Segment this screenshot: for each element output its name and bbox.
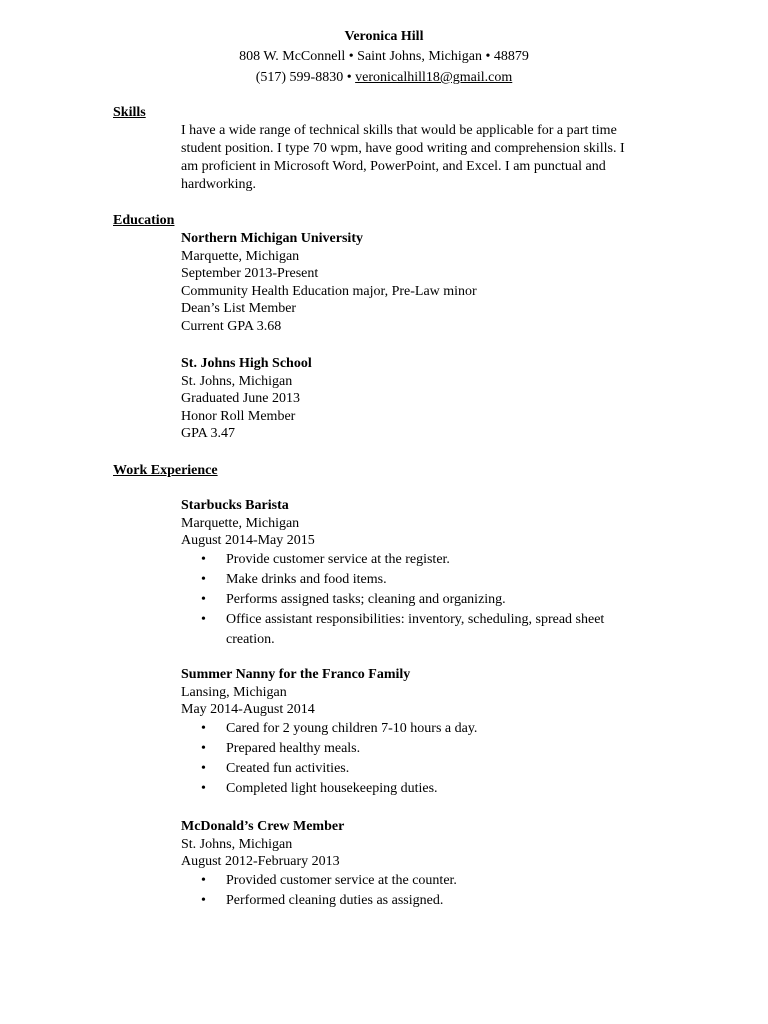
list-item <box>181 871 671 891</box>
bullet-icon: • <box>201 740 206 756</box>
skills-line: I have a wide range of technical skills that would be applicable for a part time <box>181 123 617 138</box>
duty-text: Cared for 2 young children 7-10 hours a day. <box>226 720 478 736</box>
job-duties <box>181 871 671 911</box>
duty-text: Performs assigned tasks; cleaning and organizing. <box>226 591 506 607</box>
list-item <box>181 719 671 739</box>
school-detail: Honor Roll Member <box>181 408 296 424</box>
job-location: St. Johns, Michigan <box>181 836 293 852</box>
skills-line: am proficient in Microsoft Word, PowerPoint, and Excel. I am punctual and <box>181 159 606 174</box>
bullet-icon: • <box>201 760 206 776</box>
list-item <box>181 570 671 590</box>
job-title: Summer Nanny for the Franco Family <box>181 667 411 682</box>
duty-text: creation. <box>226 631 275 647</box>
education-entry-sjhs <box>181 355 671 443</box>
contact-line <box>0 67 768 88</box>
education-entry-nmu <box>181 230 671 335</box>
resume-header <box>0 28 768 88</box>
school-detail: Graduated June 2013 <box>181 391 300 406</box>
skills-description <box>181 122 666 194</box>
school-detail: Current GPA 3.68 <box>181 318 282 334</box>
job-duties <box>181 719 671 799</box>
list-item <box>181 739 671 759</box>
school-detail: Community Health Education major, Pre-Law minor <box>181 283 477 299</box>
bullet-icon: • <box>201 551 206 567</box>
bullet-icon: • <box>201 611 206 627</box>
duty-text: Prepared healthy meals. <box>226 740 361 756</box>
section-title-work: Work Experience <box>113 463 218 478</box>
bullet-icon: • <box>201 591 206 607</box>
job-dates: August 2012-February 2013 <box>181 854 340 869</box>
list-item-continuation <box>181 630 671 650</box>
skills-line: student position. I type 70 wpm, have good writing and comprehension skills. I <box>181 141 625 156</box>
duty-text: Completed light housekeeping duties. <box>226 780 438 796</box>
bullet-icon: • <box>201 872 206 888</box>
duty-text: Created fun activities. <box>226 760 350 776</box>
job-entry-starbucks <box>181 497 671 650</box>
school-detail: GPA 3.47 <box>181 426 235 441</box>
duty-text: Performed cleaning duties as assigned. <box>226 892 444 908</box>
list-item <box>181 550 671 570</box>
list-item <box>181 759 671 779</box>
job-title: Starbucks Barista <box>181 498 289 513</box>
job-entry-nanny <box>181 666 671 799</box>
list-item <box>181 891 671 911</box>
job-entry-mcdonalds <box>181 818 671 911</box>
list-item <box>181 779 671 799</box>
duty-text: Provided customer service at the counter. <box>226 872 457 888</box>
bullet-icon: • <box>201 571 206 587</box>
duty-text: Office assistant responsibilities: inventory, scheduling, spread sheet <box>226 611 605 627</box>
list-item <box>181 590 671 610</box>
job-title: McDonald’s Crew Member <box>181 819 345 834</box>
school-name: St. Johns High School <box>181 356 312 371</box>
school-detail: Marquette, Michigan <box>181 248 300 264</box>
job-dates: August 2014-May 2015 <box>181 533 315 548</box>
job-location: Lansing, Michigan <box>181 684 287 700</box>
duty-text: Provide customer service at the register. <box>226 551 450 567</box>
candidate-name: Veronica Hill <box>344 29 424 44</box>
bullet-icon: • <box>201 720 206 736</box>
duty-text: Make drinks and food items. <box>226 571 387 587</box>
address-line: 808 W. McConnell • Saint Johns, Michigan • 48879 <box>239 49 529 64</box>
section-title-education: Education <box>113 213 175 228</box>
school-detail: September 2013-Present <box>181 266 319 281</box>
bullet-icon: • <box>201 892 206 908</box>
school-detail: St. Johns, Michigan <box>181 373 293 389</box>
bullet-icon: • <box>201 780 206 796</box>
job-dates: May 2014-August 2014 <box>181 702 315 717</box>
phone-number: (517) 599-8830 • <box>255 70 352 85</box>
school-name: Northern Michigan University <box>181 231 363 246</box>
list-item <box>181 610 671 630</box>
skills-line: hardworking. <box>181 177 257 192</box>
school-detail: Dean’s List Member <box>181 301 297 316</box>
section-title-skills: Skills <box>113 105 146 120</box>
job-location: Marquette, Michigan <box>181 515 300 531</box>
email-link[interactable]: veronicalhill18@gmail.com <box>355 70 513 85</box>
job-duties <box>181 550 671 650</box>
